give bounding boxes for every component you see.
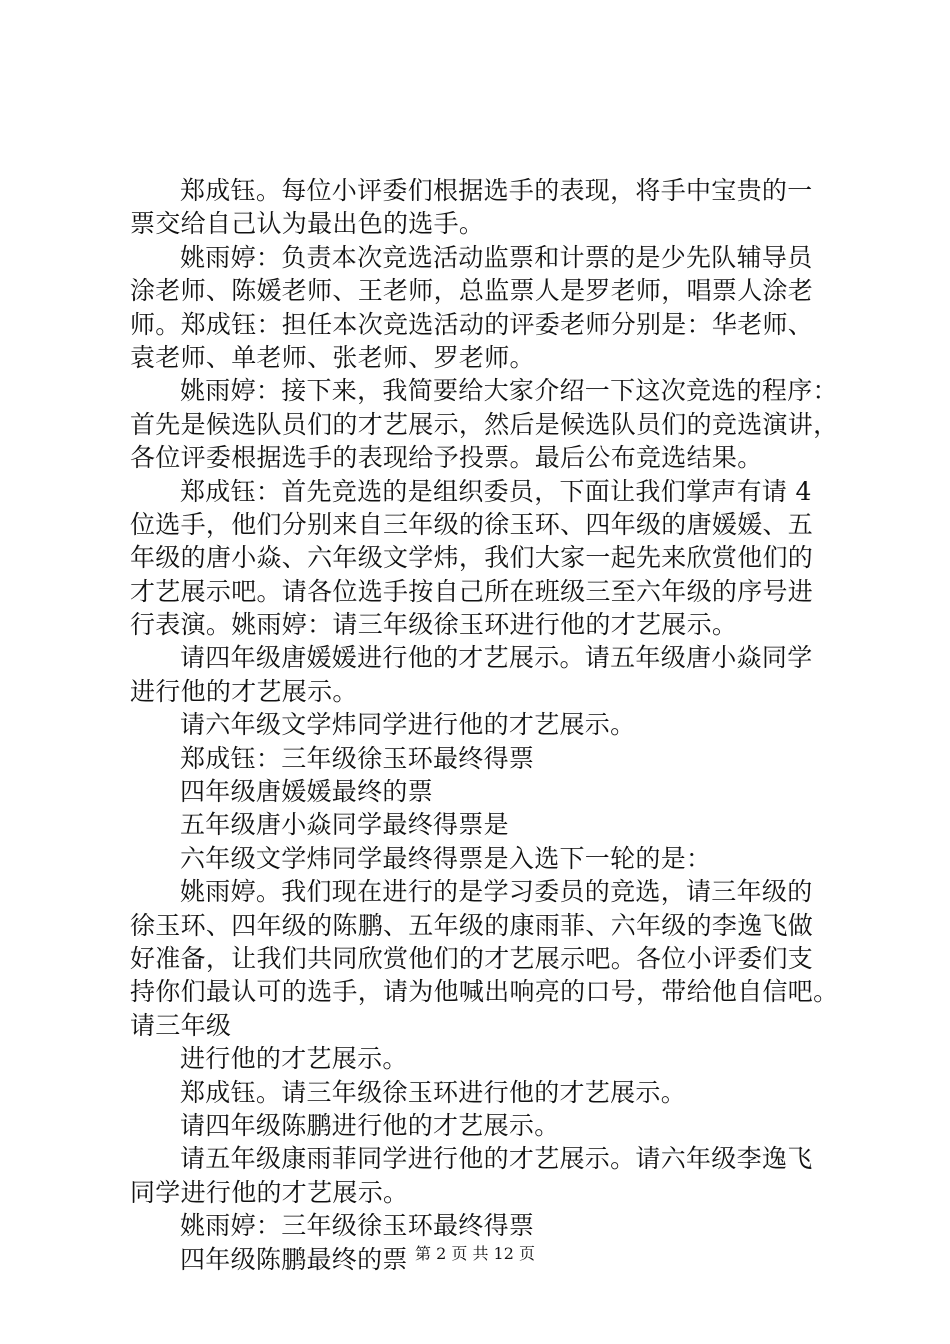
text-line: 四年级陈鹏最终的票: [180, 1244, 408, 1274]
text-line: 四年级唐媛媛最终的票: [180, 777, 434, 807]
text-line: 请四年级唐媛媛进行他的才艺展示。请五年级唐小焱同学: [180, 643, 813, 673]
text-line: 郑成钰。每位小评委们根据选手的表现，将手中宝贵的一: [180, 176, 813, 205]
text-line: 才艺展示吧。请各位选手按自己所在班级三至六年级的序号进: [130, 576, 814, 606]
text-line: 年级的唐小焱、六年级文学炜，我们大家一起先来欣赏他们的: [130, 543, 814, 573]
text-line: 请三年级: [130, 1010, 232, 1040]
text-line: 六年级文学炜同学最终得票是入选下一轮的是：: [180, 843, 712, 873]
page-footer: [0, 1243, 950, 1265]
text-line: 进行他的才艺展示。: [180, 1044, 408, 1074]
text-line: 郑成钰：首先竞选的是组织委员，下面让我们掌声有请 4: [180, 476, 812, 506]
text-line: 姚雨婷：负责本次竞选活动监票和计票的是少先队辅导员: [180, 242, 813, 272]
text-line: 徐玉环、四年级的陈鹏、五年级的康雨菲、六年级的李逸飞做: [130, 910, 814, 940]
text-line: 姚雨婷。我们现在进行的是学习委员的竞选，请三年级的: [180, 877, 813, 907]
page-number-label: 第 2 页 共 12 页: [415, 1244, 535, 1263]
text-line: 郑成钰。请三年级徐玉环进行他的才艺展示。: [180, 1077, 687, 1107]
text-line: 好准备，让我们共同欣赏他们的才艺展示吧。各位小评委们支: [130, 943, 814, 973]
text-line: 首先是候选队员们的才艺展示，然后是候选队员们的竞选演讲，: [130, 409, 839, 439]
text-line: 票交给自己认为最出色的选手。: [130, 209, 485, 239]
text-line: 持你们最认可的选手，请为他喊出响亮的口号，带给他自信吧。: [130, 977, 839, 1007]
text-line: 请四年级陈鹏进行他的才艺展示。: [180, 1110, 560, 1140]
document-body: [130, 174, 855, 1276]
text-line: 袁老师、单老师、张老师、罗老师。: [130, 342, 535, 372]
text-line: 师。郑成钰：担任本次竞选活动的评委老师分别是：华老师、: [130, 309, 814, 339]
text-line: 进行他的才艺展示。: [130, 676, 358, 706]
text-lines: [130, 174, 855, 1276]
text-line: 位选手，他们分别来自三年级的徐玉环、四年级的唐媛媛、五: [130, 509, 814, 539]
text-line: 各位评委根据选手的表现给予投票。最后公布竞选结果。: [130, 443, 763, 473]
text-line: 同学进行他的才艺展示。: [130, 1177, 409, 1207]
text-line: 郑成钰：三年级徐玉环最终得票: [180, 743, 535, 773]
text-line: 姚雨婷：三年级徐玉环最终得票: [180, 1211, 535, 1241]
text-line: 行表演。姚雨婷：请三年级徐玉环进行他的才艺展示。: [130, 610, 738, 640]
text-line: 姚雨婷：接下来，我简要给大家介绍一下这次竞选的程序：: [180, 376, 838, 406]
text-line: 涂老师、陈媛老师、王老师，总监票人是罗老师，唱票人涂老: [130, 276, 814, 306]
text-line: 请六年级文学炜同学进行他的才艺展示。: [180, 710, 636, 740]
text-line: 五年级唐小焱同学最终得票是: [180, 810, 509, 840]
text-line: 请五年级康雨菲同学进行他的才艺展示。请六年级李逸飞: [180, 1144, 813, 1174]
